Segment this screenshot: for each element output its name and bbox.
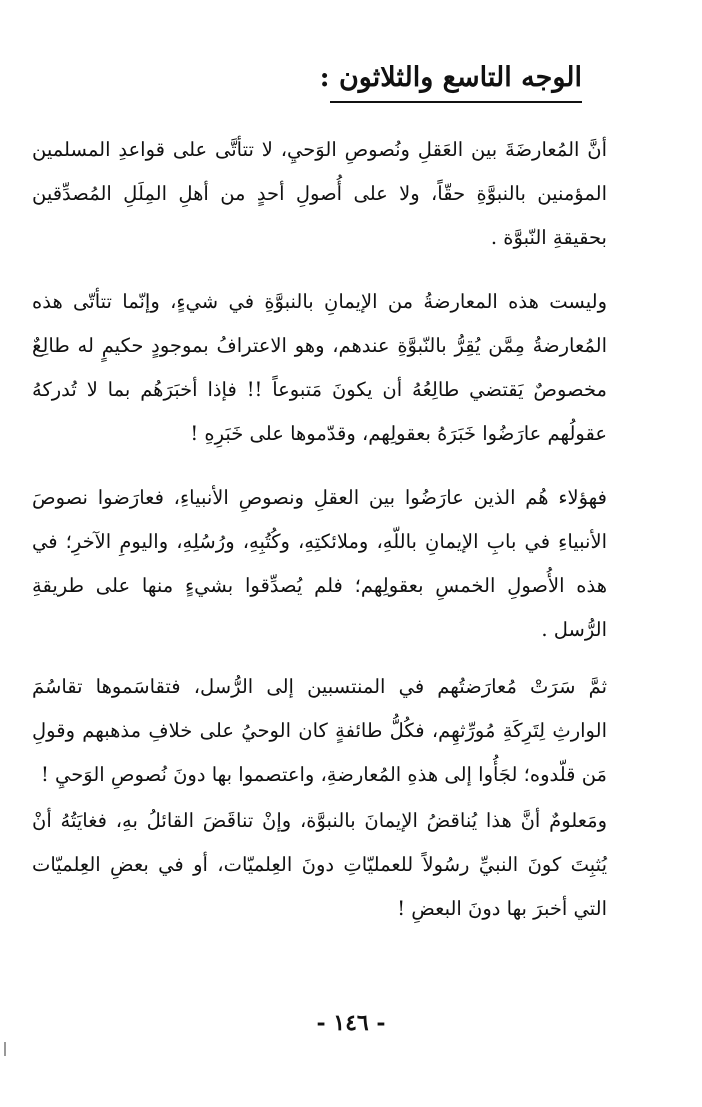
paragraph-5: ومَعلومٌ أنَّ هذا يُناقضُ الإيمانَ بالنبوَّة، وإنْ تناقَضَ القائلُ بهِ، فغايَتُهُ أنْ يُثبِتَ كونَ النبيِّ رسُولاً للعمليّاتِ دونَ العِلميّات، أو في بعضِ العِلميّات التي أخبرَ بها دونَ البعضِ !: [32, 809, 607, 920]
section-heading: [320, 62, 582, 93]
page-number: - ١٤٦ -: [316, 1010, 386, 1036]
heading-underline: [330, 101, 582, 103]
paragraph-3: فهؤلاء هُم الذين عارَضُوا بين العقلِ ونصوصِ الأنبياءِ، فعارَضوا نصوصَ الأنبياءِ في بابِ الإيمانِ باللّهِ، وملائكتِهِ، وكُتُبِهِ، ورُسُلِهِ، واليومِ الآخرِ؛ في هذه الأُصولِ الخمسِ بعقولِهم؛ فلم يُصدِّقوا بشيءٍ منها على طريقةِ الرُّسل .: [32, 486, 607, 641]
paragraph-1: أنَّ المُعارضَةَ بين العَقلِ ونُصوصِ الوَحيِ، لا تتأتَّى على قواعدِ المسلمين المؤمنين بالنبوَّةِ حقّاً، ولا على أُصولِ أحدٍ من أهلِ المِلَلِ المُصدِّقين بحقيقةِ النّبوَّة .: [32, 138, 607, 249]
section-heading-text: الوجه التاسع والثلاثون :: [319, 62, 582, 93]
paragraph-4: ثمَّ سَرَتْ مُعارَضتُهم في المنتسبين إلى الرُّسل، فتقاسَموها تقاسُمَ الوارثِ لِتَرِكَةِ مُورِّثهِم، فكُلُّ طائفةٍ كان الوحيُ على خلافِ مذهبهم وقولِ مَن قلّدوه؛ لجَأُوا إلى هذهِ المُعارضةِ، واعتصموا بها دونَ نُصوصِ الوَحيِ !: [32, 675, 607, 786]
paragraph-2: وليست هذه المعارضةُ من الإيمانِ بالنبوَّةِ في شيءٍ، وإنّما تتأتّى هذه المُعارضةُ مِمَّن يُقِرُّ بالنّبوَّةِ عندهم، وهو الاعترافُ بموجودٍ حكيمٍ له طالِعٌ مخصوصٌ يَقتضي طالِعُهُ أن يكونَ مَتبوعاً !! فإذا أخبَرَهُم بما لا تُدركهُ عقولُهم عارَضُوا خَبَرَهُ بعقولِهم، وقدّموها على خَبَرِهِ !: [32, 290, 607, 445]
scan-edge-mark: [4, 1042, 6, 1056]
